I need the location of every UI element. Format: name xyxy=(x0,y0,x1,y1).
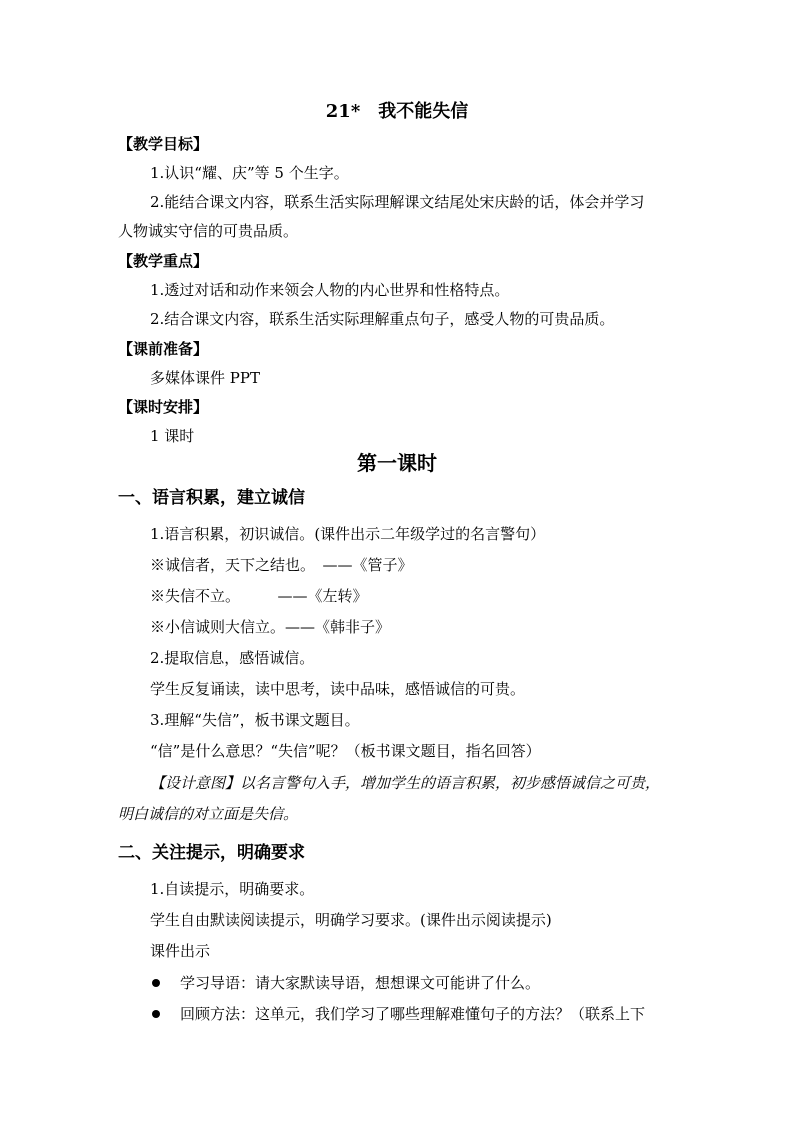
part2-line-1: 1.自读提示，明确要求。 xyxy=(150,880,315,898)
bullet-item-1 xyxy=(152,973,692,993)
part1-line-2: 2.提取信息，感悟诚信。 xyxy=(150,649,315,667)
section-prep-label: 【课前准备】 xyxy=(118,340,209,358)
goal-line-1: 1.认识“耀、庆”等 5 个生字。 xyxy=(150,164,349,182)
lesson-heading: 第一课时 xyxy=(357,451,437,475)
part2-heading: 二、关注提示，明确要求 xyxy=(118,843,305,863)
focus-line-1: 1.透过对话和动作来领会人物的内心世界和性格特点。 xyxy=(150,281,510,299)
part1-line-4: 3.理解“失信”，板书课文题目。 xyxy=(150,711,360,729)
part1-quote-3: ※小信诚则大信立。——《韩非子》 xyxy=(150,618,391,636)
section-focus-label: 【教学重点】 xyxy=(118,252,209,270)
part1-design-line-1: 【设计意图】以名言警句入手，增加学生的语言积累，初步感悟诚信之可贵， xyxy=(150,774,661,792)
prep-line-1: 多媒体课件 PPT xyxy=(150,369,260,387)
part2-line-2: 学生自由默读阅读提示，明确学习要求。(课件出示阅读提示) xyxy=(150,911,552,929)
part1-heading: 一、语言积累，建立诚信 xyxy=(118,488,305,508)
bullet-text-1: 学习导语：请大家默读导语，想想课文可能讲了什么。 xyxy=(180,974,541,992)
part1-line-3: 学生反复诵读，读中思考，读中品味，感悟诚信的可贵。 xyxy=(150,680,526,698)
part1-line-5: “信”是什么意思？“失信”呢？（板书课文题目，指名回答） xyxy=(150,742,541,760)
time-line-1: 1 课时 xyxy=(150,427,195,445)
page-title: 21* 我不能失信 xyxy=(325,101,469,122)
section-goals-label: 【教学目标】 xyxy=(118,135,209,153)
part1-design-line-2: 明白诚信的对立面是失信。 xyxy=(118,805,299,823)
focus-line-2: 2.结合课文内容，联系生活实际理解重点句子，感受人物的可贵品质。 xyxy=(150,310,615,328)
bullet-text-2: 回顾方法：这单元，我们学习了哪些理解难懂句子的方法？（联系上下 xyxy=(180,1005,646,1023)
part2-line-3: 课件出示 xyxy=(150,942,211,960)
section-time-label: 【课时安排】 xyxy=(118,398,209,416)
goal-line-2: 2.能结合课文内容，联系生活实际理解课文结尾处宋庆龄的话，体会并学习 xyxy=(150,193,645,211)
part1-quote-2: ※失信不立。 ——《左转》 xyxy=(150,587,368,605)
bullet-item-2 xyxy=(152,1004,692,1024)
bullet-dot-icon xyxy=(152,979,160,987)
goal-line-3: 人物诚实守信的可贵品质。 xyxy=(118,222,299,240)
bullet-dot-icon xyxy=(152,1010,160,1018)
part1-quote-1: ※诚信者，天下之结也。 ——《管子》 xyxy=(150,556,413,574)
part1-line-1: 1.语言积累，初识诚信。(课件出示二年级学过的名言警句） xyxy=(150,525,546,543)
